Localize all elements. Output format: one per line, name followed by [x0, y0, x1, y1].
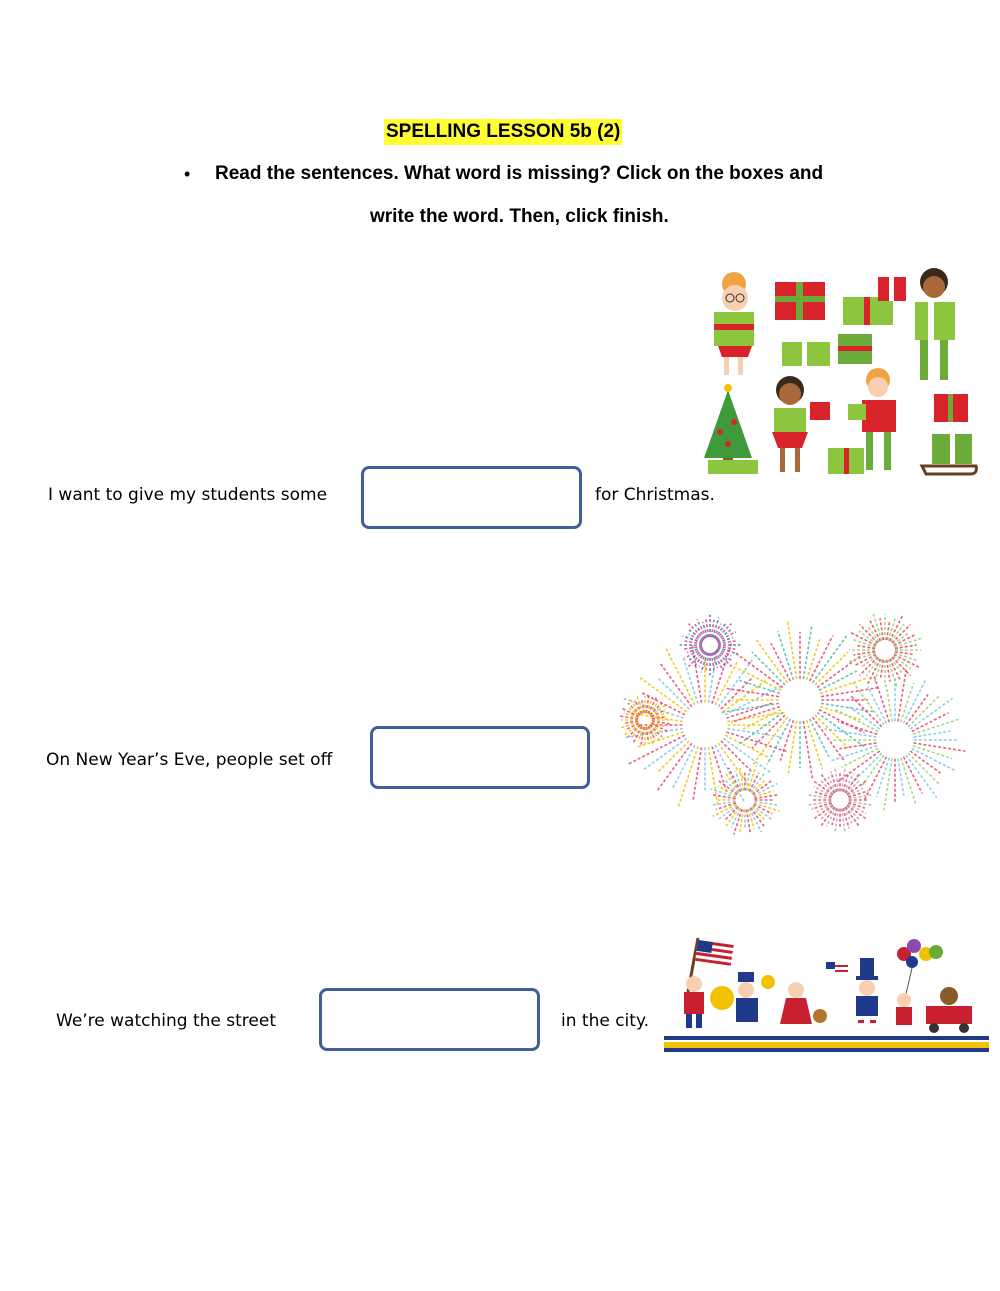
- parade-dotted-border: [664, 1042, 989, 1052]
- question-1-text-after: for Christmas.: [595, 485, 715, 505]
- firework-burst: [624, 644, 787, 807]
- fireworks-illustration: [605, 610, 970, 842]
- parade-illustration: [664, 932, 989, 1056]
- firework-burst: [849, 614, 921, 686]
- question-3-text-before: We’re watching the street: [56, 1011, 276, 1031]
- worksheet-title: SPELLING LESSON 5b (2): [384, 119, 622, 145]
- children-with-presents-illustration: [698, 262, 978, 480]
- instruction-line-1: Read the sentences. What word is missing? Click on the boxes and: [215, 163, 824, 184]
- instruction-line-2: write the word. Then, click finish.: [370, 206, 669, 227]
- firework-burst: [825, 670, 966, 811]
- question-1-answer-input[interactable]: [361, 466, 582, 529]
- question-3-answer-input[interactable]: [319, 988, 540, 1051]
- question-1-text-before: I want to give my students some: [48, 485, 328, 505]
- child-figure: [915, 268, 955, 380]
- question-3-text-after: in the city.: [561, 1011, 649, 1031]
- question-2-text-before: On New Year’s Eve, people set off: [46, 750, 333, 770]
- bullet-point: •: [184, 164, 191, 184]
- child-figure: [714, 272, 754, 375]
- question-2-answer-input[interactable]: [370, 726, 590, 789]
- child-figure: [772, 376, 830, 472]
- firework-burst: [807, 767, 873, 833]
